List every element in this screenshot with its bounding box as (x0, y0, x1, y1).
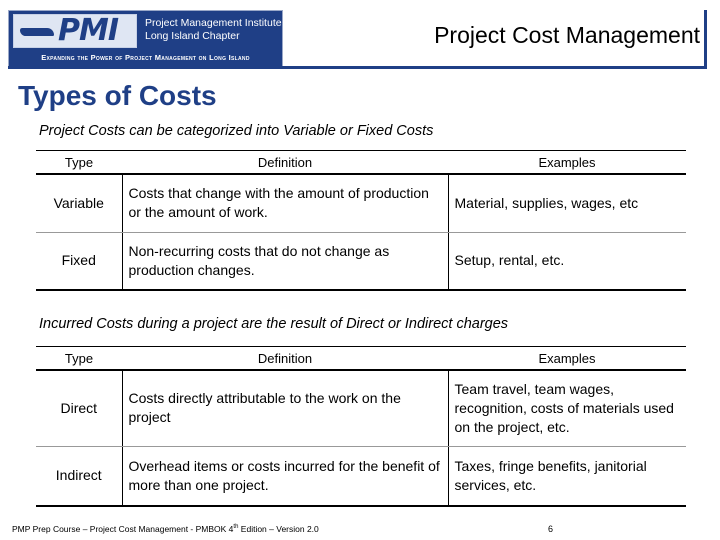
header-examples: Examples (448, 347, 686, 371)
row-examples: Taxes, fringe benefits, janitorial services, etc. (448, 446, 686, 506)
table-row (36, 232, 686, 290)
header-examples: Examples (448, 151, 686, 175)
footer-course-sup: th (233, 524, 239, 531)
table-row (36, 370, 686, 446)
table-header-row (36, 151, 686, 175)
logo-tagline: Expanding the Power of Project Management on Long Island (41, 53, 250, 62)
header-title: Project Cost Management (434, 22, 700, 48)
row-type: Fixed (36, 232, 122, 290)
row-definition: Overhead items or costs incurred for the benefit of more than one project. (122, 446, 448, 506)
cost-type-table (36, 150, 686, 291)
footer-course (12, 524, 319, 534)
header-definition: Definition (122, 151, 448, 175)
section1-caption: Project Costs can be categorized into Variable or Fixed Costs (39, 123, 434, 139)
row-type: Variable (36, 174, 122, 232)
row-definition: Costs that change with the amount of production or the amount of work. (122, 174, 448, 232)
pmi-logo-mark (13, 14, 137, 48)
header-definition: Definition (122, 347, 448, 371)
pmi-logo (8, 10, 283, 67)
row-definition: Non-recurring costs that do not change as production changes. (122, 232, 448, 290)
row-examples: Material, supplies, wages, etc (448, 174, 686, 232)
footer-course-prefix: PMP Prep Course – Project Cost Management - PMBOK 4 (12, 524, 234, 534)
row-type: Indirect (36, 446, 122, 506)
table-row (36, 174, 686, 232)
logo-org-name (145, 17, 282, 43)
table-row (36, 446, 686, 506)
long-island-map-icon (20, 28, 54, 36)
logo-org-line1: Project Management Institute (145, 17, 282, 29)
row-examples: Setup, rental, etc. (448, 232, 686, 290)
incurred-cost-table (36, 346, 686, 507)
table-header-row (36, 347, 686, 371)
header-type: Type (36, 151, 122, 175)
header-rule (8, 66, 704, 69)
header-type: Type (36, 347, 122, 371)
row-definition: Costs directly attributable to the work on the project (122, 370, 448, 446)
slide-title: Types of Costs (18, 80, 217, 111)
page-number: 6 (548, 524, 554, 534)
section2-caption: Incurred Costs during a project are the result of Direct or Indirect charges (39, 316, 509, 332)
logo-org-line2: Long Island Chapter (145, 30, 240, 42)
row-type: Direct (36, 370, 122, 446)
header-vertical-rule (704, 10, 707, 69)
row-examples: Team travel, team wages, recognition, costs of materials used on the project, etc. (448, 370, 686, 446)
logo-letters: PMI (58, 13, 119, 48)
footer-course-suffix: Edition – Version 2.0 (238, 524, 319, 534)
